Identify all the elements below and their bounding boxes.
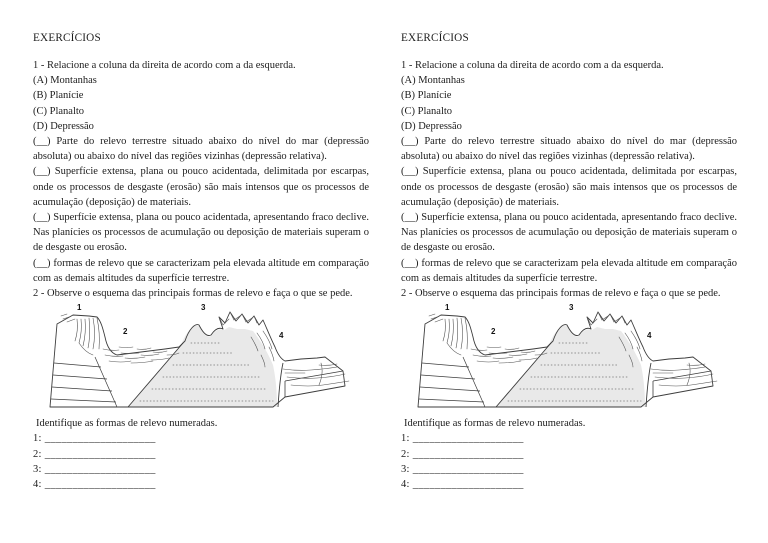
- option-d: (D) Depressão: [401, 120, 462, 132]
- exercise2-prompt: 2 - Observe o esquema das principais formas de relevo e faça o que se pede.: [33, 288, 353, 300]
- option-a: (A) Montanhas: [33, 75, 97, 87]
- match-item-planalto: (__) Superfície extensa, plana ou pouco acidentada, delimitada por escarpas, onde os processos de desgaste (erosão) são mais intensos que os processos de acumulação (deposição) de materiais.: [401, 166, 737, 208]
- figure-label-2: 2: [123, 327, 128, 337]
- option-b: (B) Planície: [401, 90, 452, 102]
- option-d: (D) Depressão: [33, 120, 94, 132]
- answer-blank-3: 3: ____________________: [33, 463, 156, 475]
- page-title: EXERCÍCIOS: [401, 32, 469, 44]
- strata-lines: [419, 357, 485, 407]
- answer-blank-3: 3: ____________________: [401, 463, 524, 475]
- match-item-planicie: (__) Superfície extensa, plana ou pouco acidentada, apresentando fraco declive. Nas planícies os processos de acumulação ou deposição de materiais superam o de desgaste ou erosão.: [401, 212, 737, 254]
- identify-prompt: Identifique as formas de relevo numeradas.: [36, 418, 218, 430]
- plateau-cliff-hatching: [61, 314, 99, 355]
- worksheet-column: [33, 31, 369, 492]
- answer-blank-1: 1: ____________________: [33, 433, 156, 445]
- match-item-depressao: (__) Parte do relevo terrestre situado abaixo do nível do mar (depressão absoluta) ou abaixo do nível das regiões vizinhas (depressão relativa).: [33, 136, 369, 163]
- figure-label-4: 4: [279, 331, 284, 341]
- figure-label-1: 1: [77, 303, 82, 313]
- match-item-montanhas: (__) formas de relevo que se caracterizam pela elevada altitude em comparação com as demais altitudes da superfície terrestre.: [33, 257, 369, 284]
- match-item-planicie: (__) Superfície extensa, plana ou pouco acidentada, apresentando fraco declive. Nas planícies os processos de acumulação ou deposição de materiais superam o de desgaste ou erosão.: [33, 212, 369, 254]
- answer-blank-2: 2: ____________________: [401, 448, 524, 460]
- answer-blank-2: 2: ____________________: [33, 448, 156, 460]
- option-c: (C) Planalto: [401, 105, 453, 117]
- figure-label-1: 1: [445, 303, 450, 313]
- figure-label-3: 3: [569, 303, 574, 313]
- exercise2-prompt: 2 - Observe o esquema das principais formas de relevo e faça o que se pede.: [401, 288, 721, 300]
- option-c: (C) Planalto: [33, 105, 85, 117]
- figure-label-4: 4: [647, 331, 652, 341]
- exercise1-prompt: 1 - Relacione a coluna da direita de acordo com a da esquerda.: [401, 60, 664, 71]
- figure-label-2: 2: [491, 327, 496, 337]
- strata-lines: [51, 357, 117, 407]
- option-b: (B) Planície: [33, 90, 84, 102]
- match-item-depressao: (__) Parte do relevo terrestre situado abaixo do nível do mar (depressão absoluta) ou abaixo do nível das regiões vizinhas (depressão relativa).: [401, 136, 737, 163]
- mountain-shape: [128, 326, 283, 407]
- relief-diagram: [33, 303, 369, 411]
- mountain-shape: [496, 326, 651, 407]
- match-item-planalto: (__) Superfície extensa, plana ou pouco acidentada, delimitada por escarpas, onde os processos de desgaste (erosão) são mais intensos que os processos de acumulação (deposição) de materiais.: [33, 166, 369, 208]
- worksheet-column-duplicate: [401, 31, 737, 492]
- figure-label-3: 3: [201, 303, 206, 313]
- match-item-montanhas: (__) formas de relevo que se caracterizam pela elevada altitude em comparação com as demais altitudes da superfície terrestre.: [401, 257, 737, 284]
- relief-diagram: [401, 303, 737, 411]
- relief-illustration: [401, 303, 737, 411]
- plateau-cliff-hatching: [429, 314, 467, 355]
- option-a: (A) Montanhas: [401, 75, 465, 87]
- answer-blank-4: 4: ____________________: [401, 479, 524, 491]
- identify-prompt: Identifique as formas de relevo numeradas.: [404, 418, 586, 430]
- page-title: EXERCÍCIOS: [33, 32, 101, 44]
- relief-illustration: [33, 303, 369, 411]
- exercise1-prompt: 1 - Relacione a coluna da direita de acordo com a da esquerda.: [33, 60, 296, 71]
- answer-blank-4: 4: ____________________: [33, 479, 156, 491]
- answer-blank-1: 1: ____________________: [401, 433, 524, 445]
